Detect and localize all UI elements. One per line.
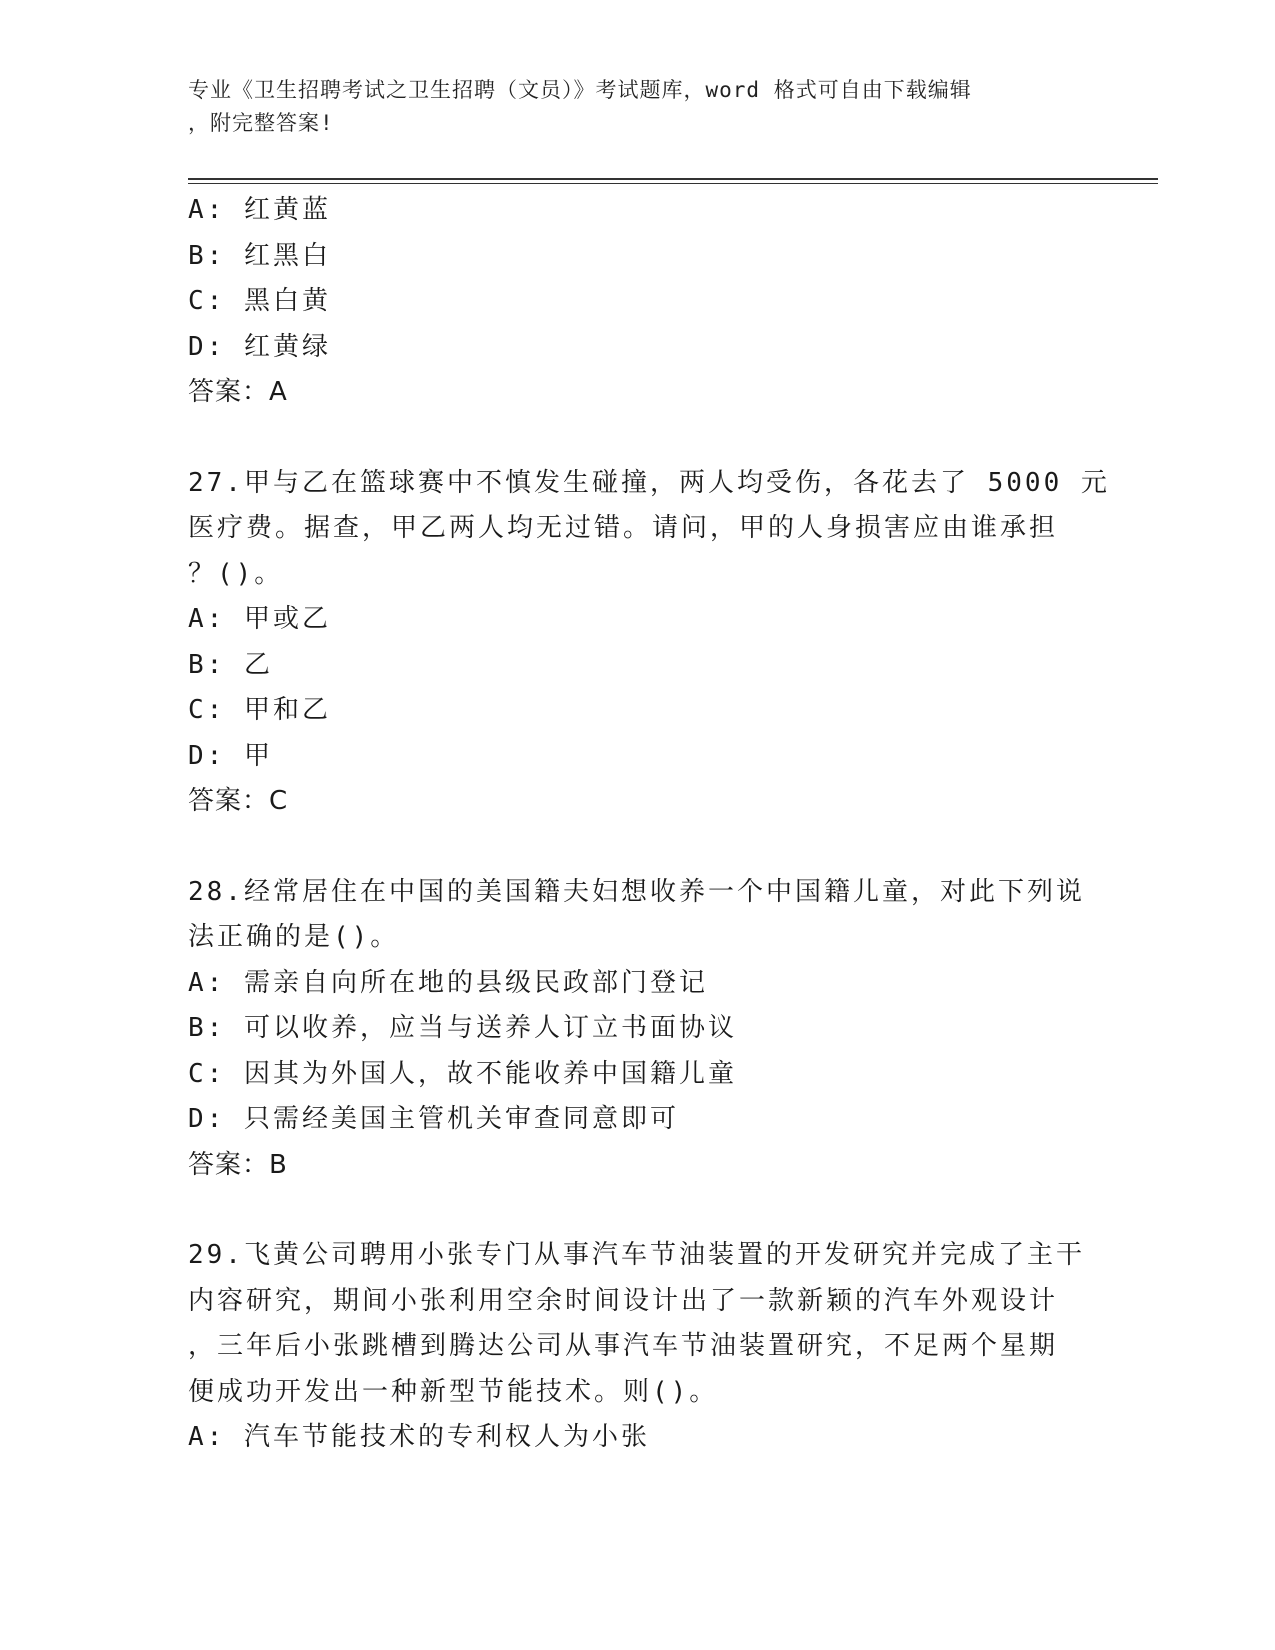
option-b: B: 可以收养，应当与送养人订立书面协议 [188, 1013, 737, 1043]
question-stem-line: 法正确的是()。 [188, 922, 400, 952]
question-stem-line: 29.飞黄公司聘用小张专门从事汽车节油装置的开发研究并完成了主干 [188, 1240, 1085, 1270]
header-rule-thick [188, 178, 1158, 180]
answer: 答案：C [188, 786, 289, 816]
question-stem-line: 内容研究，期间小张利用空余时间设计出了一款新颖的汽车外观设计 [188, 1285, 1059, 1316]
question-27 [188, 461, 1110, 825]
option-c: C: 甲和乙 [188, 695, 331, 725]
answer: 答案：B [188, 1149, 288, 1180]
spacer [188, 416, 1088, 461]
option-a: A: 需亲自向所在地的县级民政部门登记 [188, 967, 708, 998]
option-d: D: 甲 [188, 740, 273, 771]
spacer [188, 825, 1088, 870]
header-rule-thin [188, 183, 1158, 184]
question-29 [188, 1233, 1088, 1461]
document-header [188, 74, 1088, 140]
question-stem-line: 27.甲与乙在篮球赛中不慎发生碰撞，两人均受伤，各花去了 5000 元 [188, 467, 1110, 498]
question-28 [188, 870, 1088, 1189]
header-line-2: ，附完整答案! [188, 111, 334, 135]
option-a: A: 红黄蓝 [188, 195, 331, 225]
question-stem-line: ，三年后小张跳槽到腾达公司从事汽车节油装置研究，不足两个星期 [188, 1331, 1059, 1361]
question-stem-line: 医疗费。据查，甲乙两人均无过错。请问，甲的人身损害应由谁承担 [188, 513, 1059, 543]
option-d: D: 红黄绿 [188, 331, 331, 362]
option-d: D: 只需经美国主管机关审查同意即可 [188, 1104, 679, 1134]
option-b: B: 乙 [188, 649, 273, 680]
question-26-options [188, 188, 1088, 416]
option-c: C: 因其为外国人，故不能收养中国籍儿童 [188, 1058, 737, 1089]
answer: 答案：A [188, 377, 288, 407]
question-stem-line: ？()。 [188, 558, 284, 589]
question-stem-line: 28.经常居住在中国的美国籍夫妇想收养一个中国籍儿童，对此下列说 [188, 876, 1085, 907]
option-a: A: 汽车节能技术的专利权人为小张 [188, 1422, 650, 1452]
question-stem-line: 便成功开发出一种新型节能技术。则()。 [188, 1376, 719, 1407]
option-a: A: 甲或乙 [188, 604, 331, 634]
header-line-1: 专业《卫生招聘考试之卫生招聘（文员）》考试题库，word 格式可自由下载编辑 [188, 78, 972, 102]
spacer [188, 1188, 1088, 1233]
question-content [188, 188, 1110, 1461]
option-b: B: 红黑白 [188, 240, 331, 271]
option-c: C: 黑白黄 [188, 286, 331, 316]
